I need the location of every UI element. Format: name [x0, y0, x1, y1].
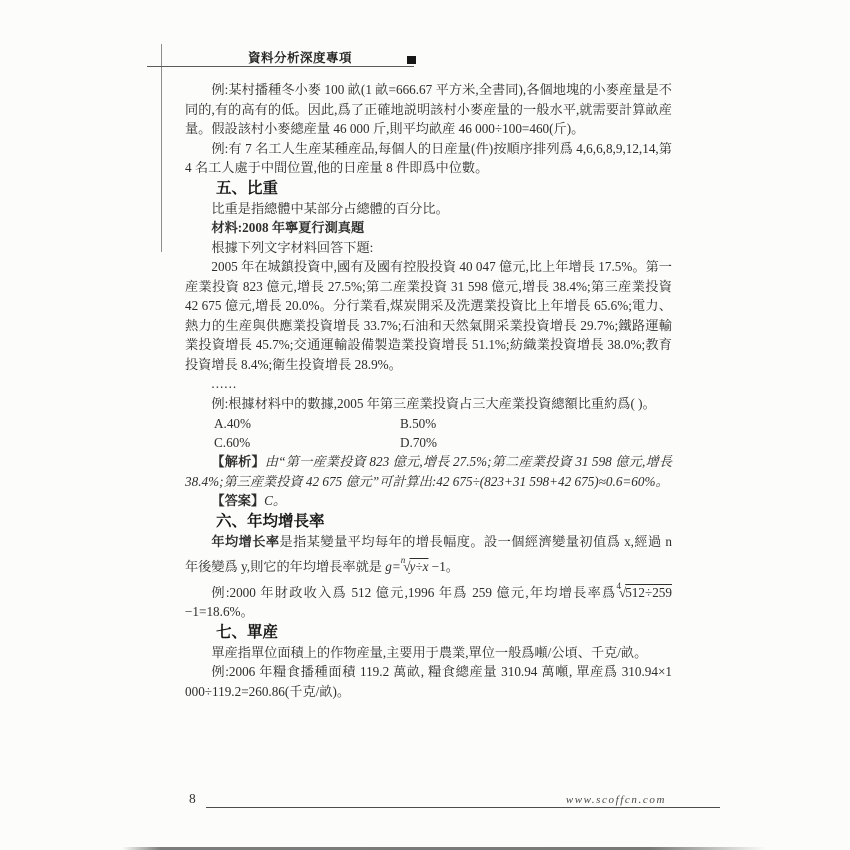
- section-heading-7: 七、單産: [216, 623, 279, 641]
- radicand: y÷x: [409, 559, 429, 574]
- answer-paragraph: [185, 491, 672, 511]
- formula-lead: g=: [385, 559, 401, 574]
- question-paragraph: 例:根據材料中的數據,2005 年第三産業投資占三大産業投資總額比重約爲( )。: [211, 395, 656, 411]
- example-paragraph: 例:有 7 名工人生産某種産品,每個人的日産量(件)按順序排列爲 4,6,6,8,9,12,14,第 4 名工人處于中間位置,他的日産量 8 件即爲中位數。: [185, 140, 672, 175]
- answer-value: C。: [264, 493, 287, 508]
- header-corner-square: [407, 56, 416, 64]
- margin-vertical-rule: [161, 44, 162, 252]
- material-label: 材料:2008 年寧夏行測真題: [211, 220, 365, 235]
- definition-paragraph: 比重是指總體中某部分占總體的百分比。: [211, 200, 449, 216]
- header-rule: [147, 66, 414, 67]
- radical-index: n: [400, 555, 406, 565]
- definition-paragraph: [185, 532, 672, 577]
- example-tail: −1=18.6%。: [185, 604, 254, 619]
- material-intro: 根據下列文字材料回答下題:: [211, 239, 374, 255]
- option-a: A.40%: [214, 416, 251, 431]
- example-paragraph: 例:某村播種冬小麥 100 畝(1 畝=666.67 平方米,全書同),各個地塊的小麥産量是不同的,有的高有的低。因此,爲了正確地説明該村小麥産量的一般水平,就需要計算畝産量。假設該村小麥總産量 46 000 斤,則平均畝産 46 000÷100=460(斤)。: [185, 82, 672, 136]
- footer-website: www.scoffcn.com: [565, 794, 666, 806]
- example-paragraph: 例:2006 年糧食播種面積 119.2 萬畝, 糧食總産量 310.94 萬噸, 單産爲 310.94×1 000÷119.2=260.86(千克/畝)。: [185, 664, 672, 699]
- section-heading-6: 六、年均增長率: [216, 512, 325, 530]
- radical-sign: √: [403, 559, 410, 574]
- analysis-text: 由“第一産業投資 823 億元,增長 27.5%;第二産業投資 31 598 億元,增長 38.4%;第三産業投資 42 675 億元”可計算出:42 675÷(823+31 598+42 675)≈0.6=60%。: [185, 454, 673, 489]
- option-c: C.60%: [214, 434, 251, 450]
- radical-index: 4: [616, 580, 621, 591]
- running-header-title: 資料分析深度專項: [248, 51, 353, 65]
- answer-options: [185, 415, 672, 452]
- section-heading-5: 五、比重: [216, 179, 279, 197]
- option-b: B.50%: [400, 416, 437, 431]
- definition-term: 年均增长率: [211, 533, 280, 549]
- ellipsis-line: ......: [211, 376, 238, 391]
- page-body: [185, 80, 672, 701]
- analysis-label: 【解析】: [211, 454, 265, 469]
- analysis-paragraph: [185, 452, 672, 491]
- example-text: 例:2000 年財政收入爲 512 億元,1996 年爲 259 億元,年均增長率爲: [211, 584, 617, 600]
- definition-text: 是指某變量平均每年的增長幅度。設一個經濟變量初值爲 x,經過 n 年後變爲 y,則它的年均增長率就是: [185, 533, 672, 574]
- example-paragraph: [185, 577, 672, 622]
- footer-rule: [206, 807, 720, 808]
- radicand: 512÷259: [625, 584, 672, 600]
- definition-paragraph: 單産指單位面積上的作物産量,主要用于農業,單位一般爲噸/公頃、千克/畝。: [211, 644, 648, 660]
- radical-sign: √: [618, 584, 626, 600]
- material-body: 2005 年在城鎮投資中,國有及國有控股投資 40 047 億元,比上年增長 17.5%。第一産業投資 823 億元,增長 27.5%;第二産業投資 31 598 億元,增長 38.4%;第三産業投資 42 675 億元,增長 20.0%。分行業看,煤炭開采及洗選業投資比上年增長 65.6%;電力、熱力的生産與供應業投資增長 33.7%;石油和天然氣開采業投資增長 29.7%;鐵路運輸業投資增長 45.7%;交通運輸設備製造業投資增長 51.1%;紡織業投資增長 38.0%;教育投資增長 8.4%;衛生投資增長 28.9%。: [185, 259, 672, 372]
- option-d: D.70%: [400, 434, 437, 450]
- page-number: 8: [189, 791, 196, 806]
- answer-label: 【答案】: [211, 493, 265, 508]
- formula-tail: −1。: [428, 559, 459, 574]
